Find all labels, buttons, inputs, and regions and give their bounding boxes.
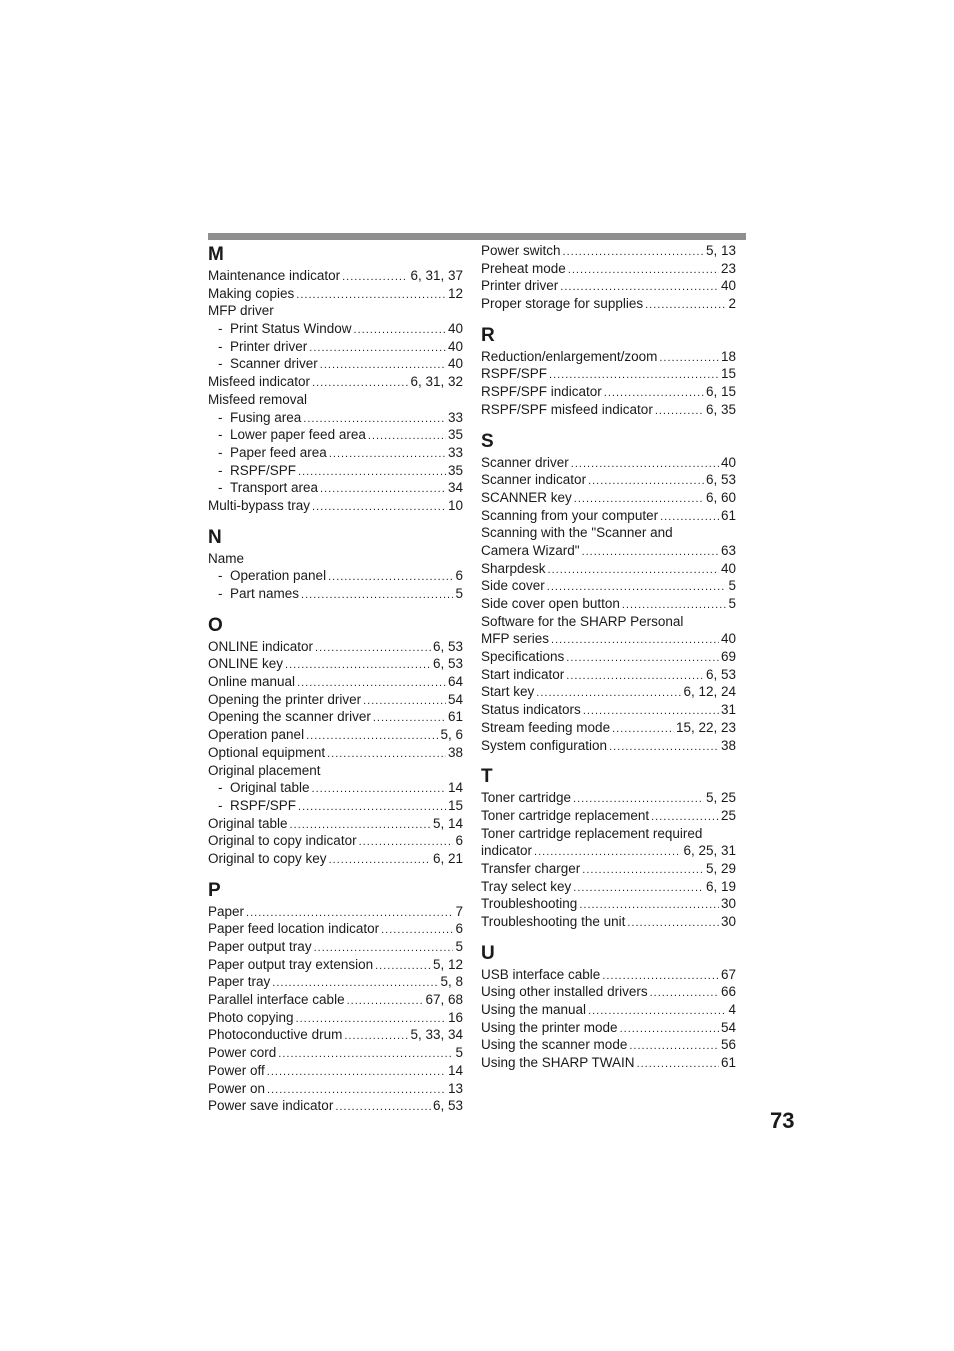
index-column-left [208,242,463,1115]
entry-pages: 15 [720,366,736,382]
leader-dots [551,632,719,650]
leader-dots [629,1038,719,1056]
index-entry [481,807,736,825]
index-entry [481,242,736,260]
index-entry [481,348,736,366]
index-entry [208,1062,463,1080]
section-letter: P [208,879,221,901]
entry-pages: 5 [728,578,736,594]
leader-dots [306,728,438,746]
index-entry [481,365,736,383]
entry-label: MFP series [481,631,550,647]
entry-pages: 40 [720,560,736,576]
index-entry [208,1080,463,1098]
entry-label: Start key [481,684,535,700]
index-entry [481,895,736,913]
entry-label: - Transport area [218,479,318,497]
entry-pages: 6, 19 [705,878,736,894]
entry-label: Name [208,550,245,566]
index-entry [208,920,463,938]
index-entry [208,285,463,303]
leader-dots [582,544,719,562]
entry-pages: 5, 29 [705,860,736,876]
entry-label: Making copies [208,285,295,301]
entry-label: Using the scanner mode [481,1037,628,1053]
entry-pages: 61 [720,1055,736,1071]
entry-label: ONLINE indicator [208,638,314,654]
entry-pages: 25 [720,807,736,823]
index-entry [481,277,736,295]
entry-pages: 30 [720,896,736,912]
leader-dots [612,721,674,739]
entry-label: Original to copy indicator [208,833,357,849]
index-entry [208,850,463,868]
index-entry [208,762,463,780]
leader-dots [566,650,719,668]
entry-pages: 6 [455,568,463,584]
index-entry [481,683,736,701]
index-subentry [208,797,463,815]
entry-pages: 5 [728,596,736,611]
entry-label: Original to copy key [208,850,327,866]
entry-label: - Fusing area [218,409,301,427]
index-entry [208,726,463,744]
entry-pages: 6, 21 [432,850,463,866]
leader-dots [298,464,446,482]
leader-dots [573,880,704,898]
page-number: 73 [770,1108,795,1133]
entry-label: - Print Status Window [218,320,352,338]
entry-pages: 5 [455,1045,463,1061]
section-letter: M [208,244,224,265]
entry-label: - Operation panel [218,567,326,585]
entry-pages: 5, 14 [432,815,463,831]
leader-dots [659,350,719,368]
entry-label: Printer driver [481,278,559,294]
entry-pages: 6, 12, 24 [683,684,736,700]
entry-pages: 38 [720,737,736,753]
entry-label: ONLINE key [208,656,284,672]
entry-label: - Printer driver [218,338,307,356]
entry-pages: 6, 53 [705,666,736,682]
leader-dots [548,562,719,580]
entry-pages: 5 [455,586,463,601]
entry-label: - RSPF/SPF [218,797,296,815]
section-letter: N [208,526,222,548]
entry-pages: 18 [720,348,736,364]
leader-dots [309,340,446,358]
index-entry [208,1044,463,1062]
entry-label: Photo copying [208,1009,294,1025]
entry-pages: 40 [447,356,463,372]
entry-label: Start indicator [481,666,565,682]
entry-label: Using the manual [481,1002,587,1018]
entry-pages: 16 [447,1009,463,1025]
index-entry [481,966,736,984]
entry-pages: 23 [720,260,736,276]
index-entry [208,708,463,726]
entry-pages: 5, 8 [440,974,463,990]
entry-label: RSPF/SPF [481,366,548,382]
index-entry [481,878,736,896]
entry-label: Scanning with the "Scanner and [481,525,673,541]
entry-label: Parallel interface cable [208,992,345,1008]
index-entry [208,373,463,391]
entry-pages: 6, 53 [432,1098,463,1114]
leader-dots [655,403,704,421]
entry-pages: 6, 53 [432,638,463,654]
leader-dots [320,481,446,499]
index-entry [481,489,736,507]
index-entry [208,991,463,1009]
index-entry [208,1097,463,1115]
entry-pages: 35 [447,427,463,443]
leader-dots [563,244,704,262]
index-subentry [208,462,463,480]
index-entry [481,613,736,631]
entry-pages: 30 [720,914,736,929]
entry-pages: 7 [455,903,463,919]
leader-dots [620,1021,719,1039]
leader-dots [328,569,453,587]
entry-pages: 6, 31, 37 [410,268,463,283]
entry-pages: 38 [447,744,463,760]
entry-label: System configuration [481,737,608,753]
entry-pages: 69 [720,649,736,665]
leader-dots [650,985,719,1003]
entry-label: Photoconductive drum [208,1027,343,1043]
index-entry [208,691,463,709]
section-letter: O [208,614,223,636]
leader-dots [645,297,726,315]
section-letter: T [481,766,493,788]
entry-label: indicator [481,843,533,859]
entry-pages: 31 [720,702,736,718]
entry-label: Paper tray [208,974,271,990]
entry-pages: 4 [728,1002,736,1018]
entry-pages: 10 [447,497,463,513]
index-entry [481,1054,736,1072]
index-entry [481,789,736,807]
index-entry [208,956,463,974]
leader-dots [344,1028,408,1046]
entry-label: - Original table [218,779,310,797]
entry-pages: 5, 12 [432,956,463,972]
leader-dots [301,587,453,605]
entry-label: Paper feed location indicator [208,921,380,937]
entry-label: Paper output tray [208,939,312,954]
entry-pages: 5, 33, 34 [410,1027,463,1043]
index-entry [208,1009,463,1027]
leader-dots [582,862,704,880]
entry-pages: 6, 53 [432,656,463,672]
entry-label: Maintenance indicator [208,268,341,283]
leader-dots [627,915,719,933]
entry-pages: 40 [447,321,463,337]
index-subentry [208,426,463,444]
leader-dots [315,640,431,658]
entry-pages: 40 [720,278,736,294]
entry-label: Toner cartridge replacement [481,807,650,823]
entry-pages: 6, 15 [705,384,736,400]
index-entry [481,507,736,525]
entry-pages: 15, 22, 23 [675,719,736,735]
entry-label: Power switch [481,243,561,258]
index-entry [481,1036,736,1054]
index-entry [208,391,463,409]
entry-pages: 33 [447,444,463,460]
index-entry [208,497,463,515]
index-entry [208,673,463,691]
index-entry [481,825,736,843]
leader-dots [342,269,408,287]
entry-label: Camera Wizard" [481,542,580,558]
index-entry [481,1019,736,1037]
entry-label: Misfeed indicator [208,374,311,390]
entry-label: Power save indicator [208,1098,334,1114]
index-subentry [208,479,463,497]
entry-label: Side cover [481,578,545,594]
index-entry [481,666,736,684]
entry-pages: 40 [720,454,736,470]
entry-label: Paper [208,903,245,919]
entry-label: Power on [208,1080,266,1096]
top-rule [208,233,746,240]
index-entry [481,595,736,613]
index-entry [481,260,736,278]
entry-label: Using other installed drivers [481,984,648,1000]
index-entry [208,267,463,285]
entry-pages: 33 [447,409,463,425]
entry-label: Power cord [208,1045,277,1061]
index-subentry [208,338,463,356]
entry-label: Toner cartridge [481,790,572,806]
entry-pages: 13 [447,1080,463,1096]
entry-label: Using the printer mode [481,1019,618,1035]
section-letter: U [481,942,495,964]
leader-dots [363,693,446,711]
index-subentry [208,355,463,373]
entry-label: Reduction/enlargement/zoom [481,348,658,364]
entry-label: Specifications [481,649,565,665]
entry-label: Sharpdesk [481,560,546,576]
index-entry [208,638,463,656]
leader-dots [335,1099,431,1117]
index-entry [481,737,736,755]
index-entry [208,903,463,921]
entry-pages: 5, 13 [705,243,736,258]
index-entry [481,913,736,931]
leader-dots [347,993,424,1011]
entry-pages: 40 [447,338,463,354]
entry-label: Using the SHARP TWAIN [481,1055,635,1071]
leader-dots [329,446,446,464]
index-entry [481,524,736,542]
entry-pages: 6 [455,921,463,937]
index-subentry [208,779,463,797]
index-entry [481,560,736,578]
entry-pages: 61 [447,709,463,725]
index-entry [481,842,736,860]
entry-pages: 6 [455,833,463,849]
entry-label: Stream feeding mode [481,719,611,735]
entry-label: - Paper feed area [218,444,327,462]
entry-label: Original table [208,815,288,831]
entry-label: Status indicators [481,702,581,718]
leader-dots [312,499,446,517]
entry-pages: 63 [720,542,736,558]
index-subentry [208,444,463,462]
index-entry [481,719,736,737]
entry-label: SCANNER key [481,489,572,505]
entry-pages: 6, 25, 31 [683,843,736,859]
entry-label: Tray select key [481,878,572,894]
index-entry [481,401,736,419]
entry-label: - RSPF/SPF [218,462,296,480]
entry-pages: 6, 53 [705,472,736,488]
entry-label: USB interface cable [481,966,601,982]
index-entry [208,973,463,991]
index-subentry [208,409,463,427]
entry-label: Optional equipment [208,744,326,760]
leader-dots [354,322,446,340]
entry-pages: 12 [447,285,463,301]
entry-label: - Part names [218,585,299,603]
section-letter: S [481,430,494,452]
index-entry [481,630,736,648]
entry-label: Troubleshooting the unit [481,914,626,929]
index-entry [481,454,736,472]
entry-pages: 64 [447,674,463,690]
entry-pages: 5, 25 [705,790,736,806]
index-entry [481,648,736,666]
leader-dots [327,746,446,764]
index-entry [481,295,736,313]
entry-pages: 35 [447,462,463,478]
entry-pages: 56 [720,1037,736,1053]
index-entry [208,302,463,320]
entry-label: Toner cartridge replacement required [481,825,703,841]
entry-label: RSPF/SPF misfeed indicator [481,401,653,417]
leader-dots [278,1046,453,1064]
entry-label: Original placement [208,762,321,778]
index-entry [481,701,736,719]
entry-pages: 2 [728,296,736,312]
entry-label: Transfer charger [481,860,581,876]
index-entry [208,938,463,956]
entry-label: - Scanner driver [218,355,318,373]
entry-label: Scanning from your computer [481,507,659,523]
entry-label: Misfeed removal [208,391,308,407]
entry-pages: 14 [447,1062,463,1078]
entry-label: Troubleshooting [481,896,578,912]
leader-dots [312,375,408,393]
leader-dots [312,781,446,799]
index-entry [208,550,463,568]
entry-pages: 5, 6 [440,727,463,743]
leader-dots [298,799,446,817]
index-entry [481,471,736,489]
entry-pages: 66 [720,984,736,1000]
entry-label: Opening the scanner driver [208,709,371,725]
leader-dots [368,428,446,446]
leader-dots [609,739,719,757]
entry-pages: 14 [447,780,463,796]
leader-dots [373,710,446,728]
entry-pages: 54 [447,691,463,707]
index-subentry [208,320,463,338]
entry-pages: 54 [720,1019,736,1035]
index-entry [208,655,463,673]
leader-dots [329,852,431,870]
entry-pages: 34 [447,480,463,496]
entry-label: Side cover open button [481,596,620,611]
index-entry [481,542,736,560]
index-entry [208,832,463,850]
entry-pages: 15 [447,797,463,813]
entry-label: Software for the SHARP Personal [481,613,684,629]
index-subentry [208,567,463,585]
entry-label: Opening the printer driver [208,691,362,707]
leader-dots [571,456,719,474]
entry-pages: 6, 60 [705,489,736,505]
leader-dots [637,1056,719,1074]
entry-label: Proper storage for supplies [481,296,644,312]
index-entry [208,744,463,762]
leader-dots [375,958,431,976]
index-entry [481,383,736,401]
entry-pages: 40 [720,631,736,647]
entry-label: Preheat mode [481,260,566,276]
entry-pages: 6, 35 [705,401,736,417]
entry-label: Online manual [208,674,296,690]
index-entry [481,577,736,595]
entry-label: Operation panel [208,727,305,743]
entry-label: Scanner driver [481,454,569,470]
leader-dots [296,287,446,305]
index-entry [481,1001,736,1019]
entry-pages: 5 [455,939,463,954]
entry-label: Multi-bypass tray [208,497,311,513]
entry-pages: 67 [720,966,736,982]
entry-label: Paper output tray extension [208,956,374,972]
index-entry [481,860,736,878]
index-entry [481,983,736,1001]
leader-dots [588,473,704,491]
leader-dots [267,1064,446,1082]
entry-pages: 61 [720,507,736,523]
entry-pages: 67, 68 [425,992,463,1008]
section-letter: R [481,324,495,346]
index-entry [208,1026,463,1044]
index-entry [208,815,463,833]
entry-label: Power off [208,1062,265,1078]
entry-label: RSPF/SPF indicator [481,384,602,400]
index-column-right [481,242,736,1072]
entry-label: - Lower paper feed area [218,426,366,444]
leader-dots [285,657,431,675]
entry-label: MFP driver [208,303,274,319]
entry-label: Scanner indicator [481,472,587,488]
index-subentry [208,585,463,603]
leader-dots [568,262,719,280]
leader-dots [381,922,453,940]
entry-pages: 6, 31, 32 [410,374,463,390]
